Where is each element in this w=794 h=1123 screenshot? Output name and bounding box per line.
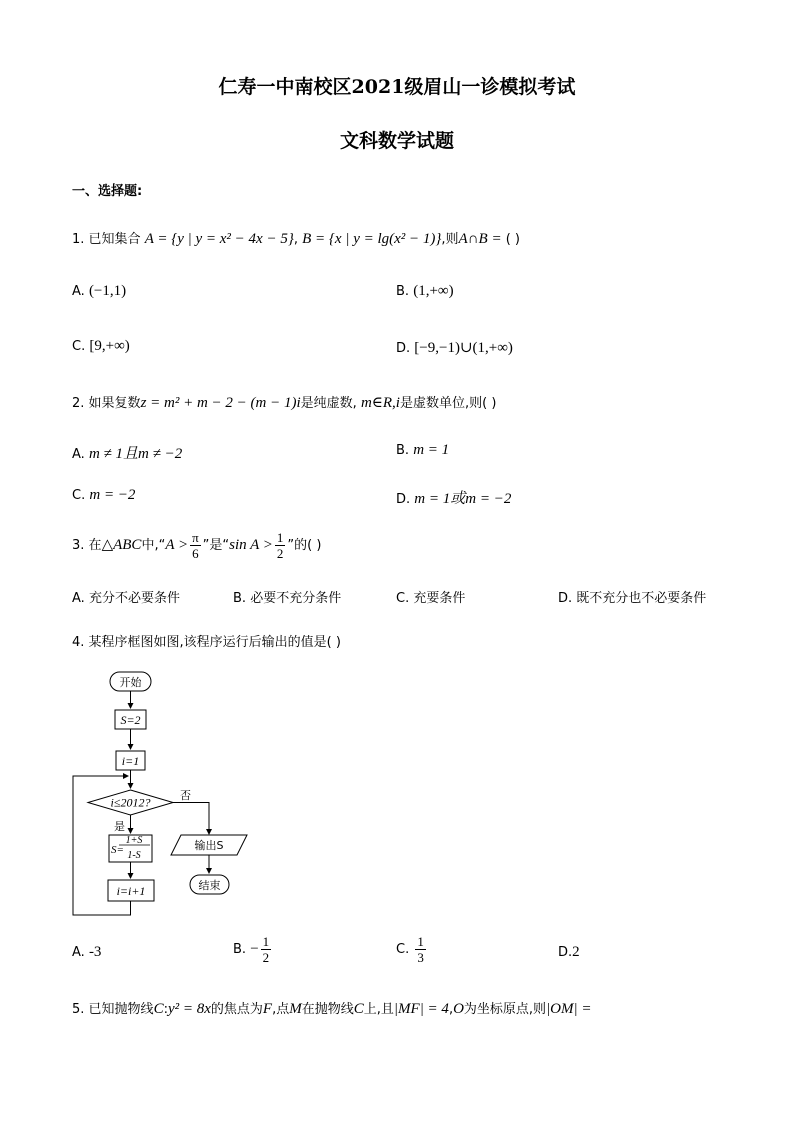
q2-expr: z = m² + m − 2 − (m − 1)i: [140, 395, 301, 411]
flow-s-init-label: S=2: [120, 713, 141, 727]
q1-number: 1.: [72, 232, 85, 247]
q3-cond1: A >: [165, 537, 189, 553]
q5-equation: y² = 8x: [167, 1001, 211, 1017]
page-title: 仁寿一中南校区2021级眉山一诊模拟考试: [218, 76, 576, 98]
q3-tail: ”的( ): [287, 538, 322, 553]
q2-option-b: B. m = 1: [396, 442, 450, 458]
q3-triangle: △ABC: [101, 537, 142, 553]
flow-start-label: 开始: [119, 676, 142, 689]
question-3: [72, 530, 321, 561]
flow-output-label: 输出S: [194, 839, 224, 852]
question-2: [72, 392, 496, 412]
flow-update-s-lhs: S=: [111, 844, 124, 856]
q1-set-b: B = {x | y = lg(x² − 1)}: [302, 231, 442, 247]
q2-option-d: D. m = 1或m = −2: [396, 491, 512, 507]
q3-option-b: B. 必要不充分条件: [233, 591, 342, 606]
flow-update-s-den: 1-S: [127, 850, 141, 861]
q1-option-b: B. (1,+∞): [396, 283, 454, 299]
q5-number: 5.: [72, 1002, 85, 1017]
q1-set-a: A = {y | y = x² − 4x − 5}: [144, 231, 294, 247]
q3-number: 3.: [72, 538, 85, 553]
flow-no-label: 否: [180, 789, 191, 802]
q2-option-a: A. m ≠ 1且m ≠ −2: [72, 446, 183, 462]
q2-option-c: C. m = −2: [72, 487, 136, 503]
q5-intro: 已知抛物线: [88, 1002, 154, 1017]
q4-text: 某程序框图如图,该程序运行后输出的值是( ): [88, 635, 341, 650]
q4-option-a: A. -3: [72, 944, 102, 960]
q5-om: |OM| =: [546, 1001, 592, 1017]
q1-comma: ,: [293, 232, 298, 247]
q1-intro: 已知集合: [88, 232, 141, 247]
q2-intro: 如果复数: [88, 396, 141, 411]
q3-mid1: 中,“: [141, 538, 166, 553]
section-heading: 一、选择题:: [72, 184, 143, 199]
q2-number: 2.: [72, 396, 85, 411]
q3-option-c: C. 充要条件: [396, 591, 466, 606]
question-5: 5. 已知抛物线C:y² = 8x的焦点为F,点M在抛物线C上,且|MF| = 4,O为坐标原点,则|OM| =: [72, 1001, 592, 1017]
q1-option-d: D. [−9,−1)∪(1,+∞): [396, 340, 513, 356]
q3-mid2: ”是“: [202, 538, 230, 553]
q3-option-d: D. 既不充分也不必要条件: [558, 591, 707, 606]
q2-mid: 是纯虚数,: [300, 396, 357, 411]
flow-end-label: 结束: [198, 879, 221, 892]
q3-frac-1-2: $\frac{1}{2}$: [276, 530, 284, 561]
q4-option-b: B. − $\frac{1}{2}$: [233, 934, 270, 965]
flow-decision-label: i≤2012?: [110, 795, 151, 810]
flow-update-i-label: i=i+1: [116, 884, 146, 898]
q3-cond2: sin A >: [229, 537, 273, 553]
q1-expr: A∩B =: [458, 231, 502, 247]
page-subtitle: 文科数学试题: [339, 130, 454, 152]
flow-update-s-num: 1+S: [125, 835, 143, 846]
q2-tail: 是虚数单位,则( ): [399, 396, 497, 411]
question-4: [72, 631, 341, 650]
q1-option-c: C. [9,+∞): [72, 338, 130, 354]
flowchart: [66, 664, 266, 924]
q4-option-c: C. $\frac{1}{3}$: [396, 934, 424, 965]
flow-yes-label: 是: [114, 820, 125, 833]
q3-intro: 在: [88, 538, 102, 553]
q1-option-a: A. (−1,1): [72, 283, 127, 299]
q1-paren: ( ): [505, 232, 520, 247]
question-1: [72, 228, 520, 248]
q3-option-a: A. 充分不必要条件: [72, 591, 180, 606]
q1-tail: ,则: [441, 232, 459, 247]
q3-frac-pi-6: $\frac{\pi}{6}$: [192, 530, 199, 561]
q4-option-d: D.2: [558, 944, 580, 960]
q2-cond: m∈R,i: [360, 395, 400, 411]
q4-number: 4.: [72, 635, 85, 650]
flow-i-init-label: i=1: [121, 754, 140, 768]
